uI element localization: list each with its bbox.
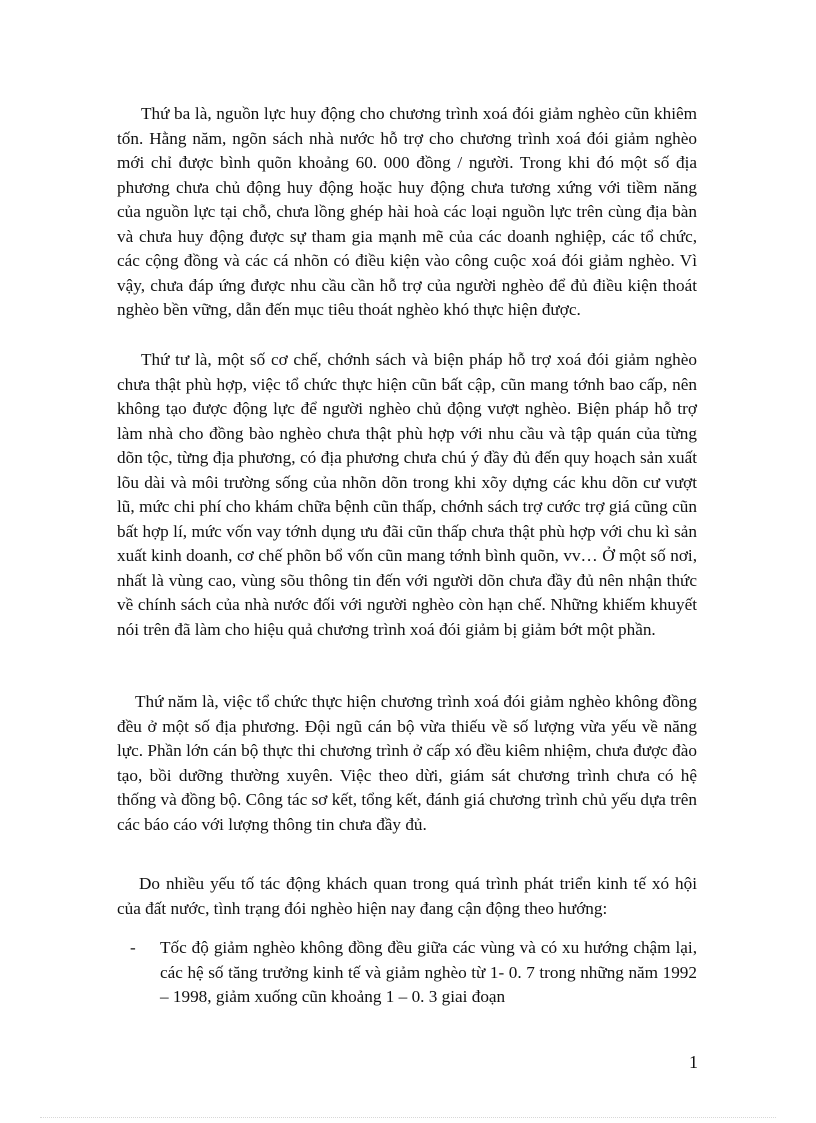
page-number: 1 bbox=[689, 1052, 698, 1072]
page-bottom-divider bbox=[40, 1117, 776, 1118]
paragraph-fifth-point: Thứ năm là, việc tổ chức thực hiện chương trình xoá đói giảm nghèo không đồng đều ở một số địa phương. Đội ngũ cán bộ vừa thiếu về số lượng vừa yếu về năng lực. Phần lớn cán bộ thực thi chương trình ở cấp xó đều kiêm nhiệm, chưa được đào tạo, bồi dưỡng thường xuyên. Việc theo dừi, giám sát chương trình chưa có hệ thống và đồng bộ. Công tác sơ kết, tổng kết, đánh giá chương trình chủ yếu dựa trên các báo cáo với lượng thông tin chưa đầy đủ. bbox=[117, 692, 697, 834]
paragraph-trend-intro: Do nhiều yếu tố tác động khách quan trong quá trình phát triển kinh tế xó hội của đất nước, tình trạng đói nghèo hiện nay đang cận động theo hướng: bbox=[117, 874, 697, 918]
bullet-text: Tốc độ giảm nghèo không đồng đều giữa các vùng và có xu hướng chậm lại, các hệ số tăng trưởng kinh tế và giảm nghèo từ 1- 0. 7 trong những năm 1992 – 1998, giảm xuống cũn khoảng 1 – 0. 3 giai đoạn bbox=[160, 938, 697, 1006]
paragraph-third-point: Thứ ba là, nguồn lực huy động cho chương trình xoá đói giảm nghèo cũn khiêm tốn. Hằng năm, ngõn sách nhà nước hỗ trợ cho chương trình xoá đói giảm nghèo mới chỉ được bình quõn khoảng 60. 000 đồng / người. Trong khi đó một số địa phương chưa chủ động huy động hoặc huy động chưa tương xứng với tiềm năng của nguồn lực tại chỗ, chưa lồng ghép hài hoà các loại nguồn lực trên cùng địa bàn và chưa huy động được sự tham gia mạnh mẽ của các doanh nghiệp, các tổ chức, các cộng đồng và các cá nhõn có điều kiện vào công cuộc xoá đói giảm nghèo. Vì vậy, chưa đáp ứng được nhu cầu cần hỗ trợ của người nghèo để đủ điều kiện thoát nghèo bền vững, dẫn đến mục tiêu thoát nghèo khó thực hiện được. bbox=[117, 104, 697, 319]
paragraph-fourth-point: Thứ tư là, một số cơ chế, chớnh sách và biện pháp hỗ trợ xoá đói giảm nghèo chưa thật phù hợp, việc tổ chức thực hiện cũn bất cập, cũn mang tớnh bao cấp, nên không tạo được động lực để người nghèo chủ động vượt nghèo. Biện pháp hỗ trợ làm nhà cho đồng bào nghèo chưa thật phù hợp với nhu cầu và tập quán của từng dõn tộc, từng địa phương, có địa phương chưa chú ý đầy đủ đến quy hoạch sản xuất lõu dài và môi trường sống của nhõn dõn trong khi xõy dựng các khu dõn cư vượt lũ, mức chi phí cho khám chữa bệnh cũn thấp, chớnh sách trợ cước trợ giá cũng cũn bất hợp lí, mức vốn vay tớnh dụng ưu đãi cũn thấp chưa thật phù hợp với chu kì sản xuất kinh doanh, cơ chế phõn bổ vốn cũn mang tớnh bình quõn, vv… Ở một số nơi, nhất là vùng cao, vùng sõu thông tin đến với người dõn chưa đầy đủ nên nhận thức về chính sách của nhà nước đối với người nghèo còn hạn chế. Những khiếm khuyết nói trên đã làm cho hiệu quả chương trình xoá đói giảm bị giảm bớt một phần. bbox=[117, 350, 697, 639]
bullet-dash: - bbox=[130, 938, 136, 957]
